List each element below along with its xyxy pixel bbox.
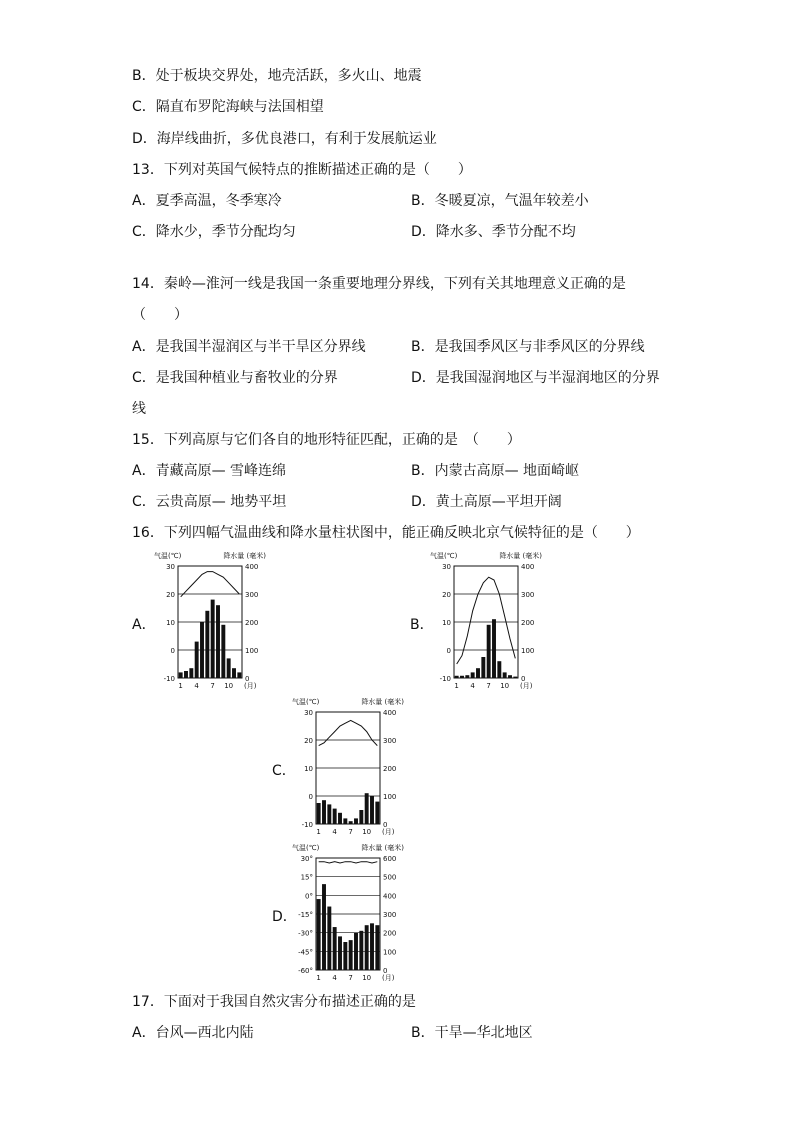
left-axis-title: 气温(℃) (154, 552, 182, 560)
right-tick-label: 100 (521, 647, 535, 655)
right-tick-label: 0 (245, 675, 250, 683)
temperature-line (181, 572, 240, 597)
q13-option-d: D．降水多、季节分配不均 (411, 224, 576, 240)
x-tick-label: 10 (362, 828, 372, 836)
climate-chart-c (290, 694, 406, 836)
precip-bar (349, 821, 353, 824)
precip-bar (327, 804, 331, 824)
precip-bar (189, 668, 193, 678)
precip-bar (216, 605, 220, 678)
q16-option-b-letter: B． (410, 617, 434, 633)
precip-bar (359, 931, 363, 970)
right-tick-label: 100 (245, 647, 259, 655)
left-tick-label: 20 (442, 591, 451, 599)
right-tick-label: 400 (383, 709, 397, 717)
x-tick-label: 7 (348, 974, 353, 982)
left-tick-label: 30 (166, 563, 175, 571)
precip-bar (322, 800, 326, 824)
q15-stem: 15．下列高原与它们各自的地形特征匹配，正确的是 （ ） (132, 432, 521, 448)
right-tick-label: 100 (383, 793, 397, 801)
x-unit-label: (月) (520, 682, 533, 690)
q14-stem: 14．秦岭—淮河一线是我国一条重要地理分界线，下列有关其地理意义正确的是 (132, 276, 626, 292)
precip-bar (492, 619, 496, 678)
q13-stem: 13．下列对英国气候特点的推断描述正确的是（ ） (132, 162, 472, 178)
q17-option-b: B．干旱—华北地区 (411, 1025, 533, 1041)
left-tick-label: 30° (300, 855, 313, 863)
right-tick-label: 400 (245, 563, 259, 571)
left-axis-title: 气温(℃) (430, 552, 458, 560)
right-tick-label: 0 (383, 967, 388, 975)
left-tick-label: 0 (170, 647, 175, 655)
x-unit-label: (月) (382, 974, 395, 982)
q16-option-c-letter: C． (272, 763, 296, 779)
left-tick-label: -10 (439, 675, 451, 683)
precip-bar (481, 657, 485, 678)
precip-bar (333, 927, 337, 970)
precip-bar (343, 942, 347, 970)
left-tick-label: -60° (298, 967, 313, 975)
precip-bar (460, 676, 464, 678)
left-tick-label: -15° (298, 911, 313, 919)
precip-bar (365, 925, 369, 970)
precip-bar (227, 658, 231, 678)
precip-bar (338, 936, 342, 970)
q15-option-b: B．内蒙古高原— 地面崎岖 (411, 463, 580, 479)
precip-bar (317, 803, 321, 824)
left-tick-label: -10 (163, 675, 175, 683)
precip-bar (232, 668, 236, 678)
right-tick-label: 200 (383, 929, 397, 938)
precip-bar (471, 672, 475, 678)
precip-bar (179, 672, 183, 678)
x-tick-label: 4 (332, 974, 337, 982)
q16-option-a-letter: A． (132, 617, 156, 633)
q14-option-b: B．是我国季风区与非季风区的分界线 (411, 339, 645, 355)
left-tick-label: -45° (298, 948, 313, 957)
precip-bar (354, 933, 358, 970)
left-tick-label: 15° (300, 873, 313, 882)
q14-option-a: A．是我国半湿润区与半干旱区分界线 (132, 339, 366, 355)
climate-chart-b (428, 548, 544, 690)
right-tick-label: 200 (521, 619, 535, 627)
right-tick-label: 0 (521, 675, 526, 683)
left-tick-label: 0 (446, 647, 451, 655)
x-tick-label: 1 (178, 682, 183, 690)
q14-option-c: C．是我国种植业与畜牧业的分界 (132, 370, 338, 386)
temperature-line (319, 862, 378, 863)
precip-bar (365, 793, 369, 824)
right-tick-label: 400 (383, 892, 397, 901)
left-tick-label: 0° (305, 892, 313, 901)
right-tick-label: 100 (383, 948, 397, 957)
precip-bar (221, 625, 225, 678)
x-tick-label: 4 (194, 682, 199, 690)
precip-bar (200, 622, 204, 678)
q17-stem: 17．下面对于我国自然灾害分布描述正确的是 (132, 994, 416, 1010)
right-tick-label: 600 (383, 855, 397, 863)
precip-bar (205, 611, 209, 678)
x-tick-label: 4 (470, 682, 475, 690)
x-tick-label: 7 (348, 828, 353, 836)
x-unit-label: (月) (244, 682, 257, 690)
right-tick-label: 300 (383, 911, 397, 919)
right-tick-label: 200 (383, 765, 397, 773)
precip-bar (195, 642, 199, 678)
q14-option-d-continued: 线 (132, 401, 146, 417)
q12-option-c: C．隔直布罗陀海峡与法国相望 (132, 99, 324, 115)
left-tick-label: 20 (304, 737, 313, 745)
precip-bar (465, 675, 469, 678)
x-tick-label: 4 (332, 828, 337, 836)
q17-option-a: A．台风—西北内陆 (132, 1025, 254, 1041)
left-tick-label: 30 (304, 709, 313, 717)
right-axis-title: 降水量 (毫米) (223, 552, 266, 560)
q14-paren: （ ） (132, 307, 188, 323)
q16-option-d-letter: D． (272, 909, 297, 925)
right-tick-label: 200 (245, 619, 259, 627)
precip-bar (184, 671, 188, 678)
q15-option-c: C．云贵高原— 地势平坦 (132, 494, 287, 510)
x-unit-label: (月) (382, 828, 395, 836)
left-axis-title: 气温(℃) (292, 698, 320, 706)
climate-chart-d (290, 840, 406, 982)
q13-option-b: B．冬暖夏凉，气温年较差小 (411, 193, 589, 209)
x-tick-label: 7 (486, 682, 491, 690)
precip-bar (508, 675, 512, 678)
left-tick-label: 10 (304, 765, 313, 773)
right-axis-title: 降水量 (毫米) (361, 698, 404, 706)
precip-bar (487, 625, 491, 678)
right-axis-title: 降水量 (毫米) (361, 844, 404, 852)
left-tick-label: 30 (442, 563, 451, 571)
precip-bar (497, 661, 501, 678)
precip-bar (349, 940, 353, 970)
q15-option-d: D．黄土高原—平坦开阔 (411, 494, 562, 510)
q12-option-d: D．海岸线曲折，多优良港口，有利于发展航运业 (132, 131, 437, 147)
right-tick-label: 300 (383, 737, 397, 745)
x-tick-label: 1 (316, 974, 321, 982)
precip-bar (322, 884, 326, 970)
precip-bar (354, 818, 358, 824)
precip-bar (375, 802, 379, 824)
precip-bar (327, 907, 331, 970)
q14-option-d: D．是我国湿润地区与半湿润地区的分界 (411, 370, 660, 386)
precip-bar (375, 925, 379, 970)
right-tick-label: 300 (245, 591, 259, 599)
x-tick-label: 1 (316, 828, 321, 836)
q13-option-c: C．降水少，季节分配均匀 (132, 224, 296, 240)
q13-option-a: A．夏季高温，冬季寒冷 (132, 193, 282, 209)
precip-bar (211, 600, 215, 678)
precip-bar (513, 677, 517, 678)
right-tick-label: 0 (383, 821, 388, 829)
left-tick-label: 0 (308, 793, 313, 801)
precip-bar (503, 672, 507, 678)
right-tick-label: 300 (521, 591, 535, 599)
x-tick-label: 10 (362, 974, 372, 982)
precip-bar (338, 813, 342, 824)
left-tick-label: -10 (301, 821, 313, 829)
q15-option-a: A．青藏高原— 雪峰连绵 (132, 463, 287, 479)
temperature-line (319, 720, 378, 745)
right-tick-label: 500 (383, 873, 397, 882)
climate-chart-a (152, 548, 268, 690)
precip-bar (370, 923, 374, 970)
left-tick-label: 10 (166, 619, 175, 627)
precip-bar (333, 809, 337, 824)
precip-bar (370, 796, 374, 824)
left-axis-title: 气温(℃) (292, 844, 320, 852)
precip-bar (343, 818, 347, 824)
x-tick-label: 10 (224, 682, 234, 690)
x-tick-label: 7 (210, 682, 215, 690)
right-axis-title: 降水量 (毫米) (499, 552, 542, 560)
precip-bar (237, 672, 241, 678)
left-tick-label: -30° (298, 929, 313, 938)
q16-stem: 16．下列四幅气温曲线和降水量柱状图中，能正确反映北京气候特征的是（ ） (132, 525, 640, 541)
precip-bar (359, 810, 363, 824)
x-tick-label: 1 (454, 682, 459, 690)
precip-bar (476, 668, 480, 678)
q12-option-b: B．处于板块交界处，地壳活跃，多火山、地震 (132, 68, 422, 84)
left-tick-label: 20 (166, 591, 175, 599)
temperature-line (457, 577, 516, 664)
precip-bar (455, 676, 459, 678)
x-tick-label: 10 (500, 682, 510, 690)
precip-bar (317, 899, 321, 970)
left-tick-label: 10 (442, 619, 451, 627)
right-tick-label: 400 (521, 563, 535, 571)
